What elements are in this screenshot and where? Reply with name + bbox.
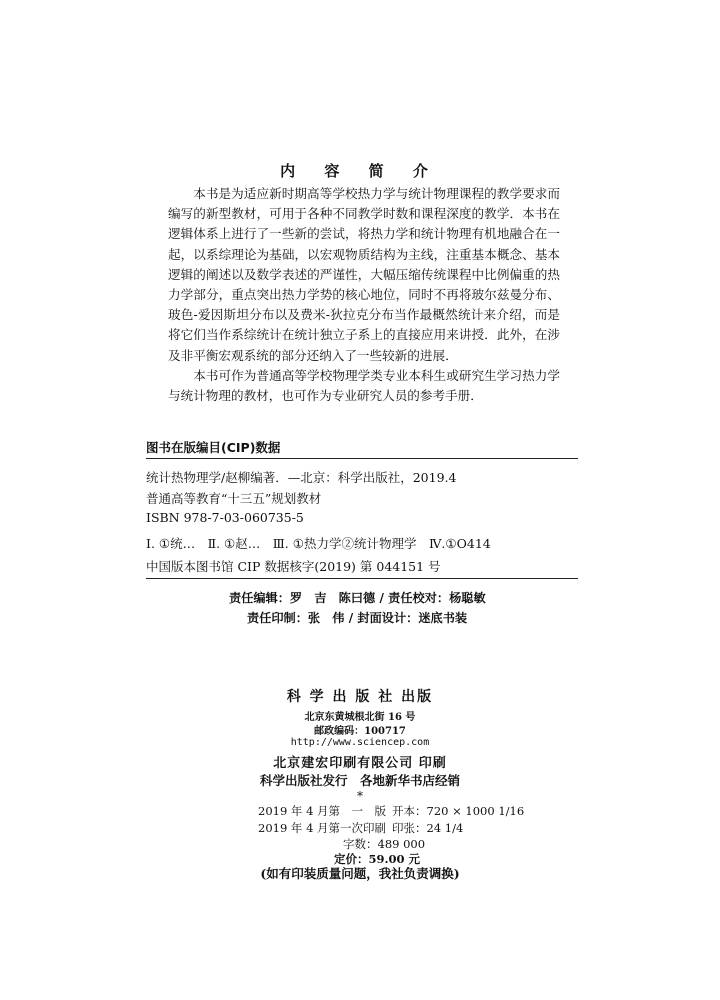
spec-sheets: 印张：24 1/4	[392, 821, 464, 835]
publisher-address: 北京东黄城根北街 16 号	[304, 712, 416, 723]
cip-line-classification: Ⅰ. ①统… Ⅱ. ①赵… Ⅲ. ①热力学②统计物理学 Ⅳ.①O414	[146, 536, 491, 551]
spec-word-count: 字数：489 000	[343, 837, 426, 851]
spec-edition: 2019 年 4 月第 一 版	[258, 804, 387, 818]
book-introduction	[168, 184, 560, 406]
intro-paragraph-1: 本书是为适应新时期高等学校热力学与统计物理课程的教学要求而编写的新型教材，可用于各种不同教学时数和课程深度的教学．本书在逻辑体系上进行了一些新的尝试，将热力学和统计物理有机地融合在一起，以系综理论为基础，以宏观物质结构为主线，注重基本概念、基本逻辑的阐述以及数学表述的严谨性，大幅压缩传统课程中比例偏重的热力学部分，重点突出热力学势的核心地位，同时不再将玻尔兹曼分布、玻色-爱因斯坦分布以及费米-狄拉克分布当作最概然统计来介绍，而是将它们当作系综统计在统计独立子系上的直接应用来讲授．此外，在涉及非平衡宏观系统的部分还纳入了一些较新的进展．	[168, 186, 560, 363]
publisher-url: http://www.sciencep.com	[290, 737, 430, 748]
printer-name: 北京建宏印刷有限公司 印刷	[273, 756, 447, 771]
cip-top-rule	[146, 458, 578, 459]
cip-bottom-rule	[146, 578, 578, 579]
spec-price: 定价：59.00 元	[334, 852, 421, 866]
intro-paragraph-2: 本书可作为普通高等学校物理学类专业本科生或研究生学习热力学与统计物理的教材，也可作为专业研究人员的参考手册．	[168, 367, 560, 404]
distribution-info: 科学出版社发行 各地新华书店经销	[259, 773, 460, 788]
spec-format: 开本：720 × 1000 1/16	[392, 804, 525, 818]
cip-line-isbn: ISBN 978-7-03-060735-5	[146, 510, 304, 525]
cip-line-series: 普通高等教育“十三五”规划教材	[146, 491, 322, 506]
page-title: 内 容 简 介	[280, 162, 440, 180]
cip-heading: 图书在版编目(CIP)数据	[146, 440, 281, 455]
cip-line-title: 统计热物理学/赵柳编著．—北京：科学出版社，2019.4	[146, 470, 457, 485]
quality-notice: (如有印装质量问题，我社负责调换)	[260, 866, 460, 881]
credits-production: 责任印制：张 伟 / 封面设计：迷底书装	[247, 611, 468, 625]
spec-printing: 2019 年 4 月第一次印刷	[258, 821, 387, 835]
cip-line-record-number: 中国版本图书馆 CIP 数据核字(2019) 第 044151 号	[146, 559, 441, 574]
publisher-postcode: 邮政编码：100717	[314, 726, 406, 737]
separator-star: *	[357, 789, 363, 803]
publisher-name: 科 学 出 版 社 出版	[286, 689, 434, 705]
credits-editors: 责任编辑：罗 吉 陈曰德 / 责任校对：杨聪敏	[229, 591, 486, 605]
